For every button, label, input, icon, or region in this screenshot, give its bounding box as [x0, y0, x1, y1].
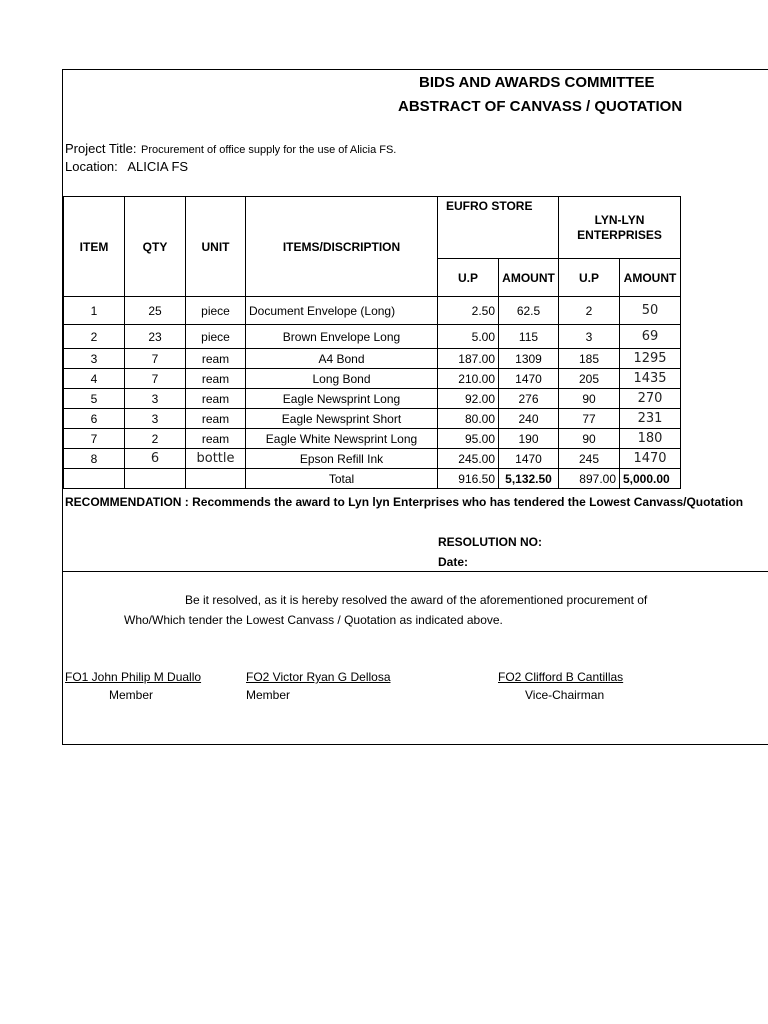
total-up1: 916.50: [438, 469, 499, 489]
location-row: [65, 159, 188, 174]
store1-header: EUFRO STORE: [438, 197, 559, 259]
project-title-value: Procurement of office supply for the use of Alicia FS.: [140, 144, 397, 156]
signatory-1-name: FO1 John Philip M Duallo: [65, 670, 202, 684]
cell-up1: 245.00: [438, 449, 499, 469]
cell-amount1: 1309: [499, 349, 559, 369]
cell-qty: 2: [125, 429, 186, 449]
cell-unit: bottle: [186, 449, 246, 469]
col-unit-header: UNIT: [186, 197, 246, 297]
cell-up1: 2.50: [438, 297, 499, 325]
store2-up-header: U.P: [559, 259, 620, 297]
table-row: [64, 297, 768, 325]
store1-up-header: U.P: [438, 259, 499, 297]
abstract-title: ABSTRACT OF CANVASS / QUOTATION: [398, 98, 683, 115]
cell-desc: A4 Bond: [246, 349, 438, 369]
cell-item: 2: [64, 325, 125, 349]
cell-item: 4: [64, 369, 125, 389]
total-spacer: [64, 469, 125, 489]
total-spacer: [186, 469, 246, 489]
cell-qty: 7: [125, 369, 186, 389]
cell-qty: 3: [125, 409, 186, 429]
cell-amount2: 1295: [620, 349, 681, 369]
cell-up2: 3: [559, 325, 620, 349]
store1-amount-header: AMOUNT: [499, 259, 559, 297]
cell-amount2: 270: [620, 389, 681, 409]
cell-up2: 2: [559, 297, 620, 325]
signatory-2-role: Member: [246, 688, 291, 702]
cell-up1: 210.00: [438, 369, 499, 389]
table-row: [64, 369, 768, 389]
table-row: [64, 409, 768, 429]
total-label: Total: [246, 469, 438, 489]
col-desc-header: ITEMS/DISCRIPTION: [246, 197, 438, 297]
cell-unit: ream: [186, 409, 246, 429]
store2-header: LYN-LYN ENTERPRISES: [559, 197, 681, 259]
cell-unit: ream: [186, 369, 246, 389]
cell-desc: Eagle Newsprint Short: [246, 409, 438, 429]
cell-desc: Eagle Newsprint Long: [246, 389, 438, 409]
location-label: Location:: [65, 159, 118, 174]
resolution-no-label: RESOLUTION NO:: [438, 535, 542, 549]
cell-unit: ream: [186, 349, 246, 369]
cell-amount1: 115: [499, 325, 559, 349]
cell-amount2: 180: [620, 429, 681, 449]
committee-title: BIDS AND AWARDS COMMITTEE: [419, 74, 655, 91]
cell-unit: piece: [186, 297, 246, 325]
cell-item: 8: [64, 449, 125, 469]
section-divider: [63, 571, 768, 572]
cell-up1: 5.00: [438, 325, 499, 349]
table-row: [64, 449, 768, 469]
cell-amount1: 1470: [499, 369, 559, 389]
cell-qty: 23: [125, 325, 186, 349]
resolution-date-label: Date:: [438, 555, 469, 569]
cell-unit: ream: [186, 389, 246, 409]
cell-up1: 187.00: [438, 349, 499, 369]
location-value: ALICIA FS: [127, 159, 189, 174]
signatory-2: [246, 670, 391, 702]
total-up2: 897.00: [559, 469, 620, 489]
resolution-text-line1: Be it resolved, as it is hereby resolved the award of the aforementioned procurement of: [185, 593, 648, 607]
resolution-text-line2: Who/Which tender the Lowest Canvass / Quotation as indicated above.: [124, 613, 503, 627]
total-amount1: 5,132.50: [499, 469, 559, 489]
signatory-1: [65, 670, 201, 702]
cell-desc: Epson Refill Ink: [246, 449, 438, 469]
cell-up1: 92.00: [438, 389, 499, 409]
cell-desc: Long Bond: [246, 369, 438, 389]
cell-up2: 90: [559, 429, 620, 449]
signatory-3: [498, 670, 623, 702]
cell-desc: Brown Envelope Long: [246, 325, 438, 349]
cell-qty: 6: [125, 449, 186, 469]
cell-item: 7: [64, 429, 125, 449]
cell-amount1: 1470: [499, 449, 559, 469]
cell-up2: 245: [559, 449, 620, 469]
cell-desc: Eagle White Newsprint Long: [246, 429, 438, 449]
cell-qty: 25: [125, 297, 186, 325]
table-row: [64, 349, 768, 369]
cell-item: 1: [64, 297, 125, 325]
total-amount2: 5,000.00: [620, 469, 681, 489]
cell-unit: piece: [186, 325, 246, 349]
signatory-2-name: FO2 Victor Ryan G Dellosa: [246, 670, 391, 684]
cell-up2: 90: [559, 389, 620, 409]
total-spacer: [125, 469, 186, 489]
cell-item: 6: [64, 409, 125, 429]
cell-up2: 185: [559, 349, 620, 369]
cell-unit: ream: [186, 429, 246, 449]
cell-up2: 77: [559, 409, 620, 429]
signatory-3-role: Vice-Chairman: [525, 688, 605, 702]
cell-desc: Document Envelope (Long): [246, 297, 438, 325]
cell-item: 3: [64, 349, 125, 369]
table-row: [64, 325, 768, 349]
document-frame: [62, 69, 768, 745]
cell-amount2: 50: [620, 297, 681, 325]
cell-qty: 3: [125, 389, 186, 409]
cell-up2: 205: [559, 369, 620, 389]
cell-amount1: 62.5: [499, 297, 559, 325]
recommendation-text: RECOMMENDATION : Recommends the award to Lyn lyn Enterprises who has tendered the Lowest Canvass/Quotation: [65, 495, 744, 509]
cell-amount1: 190: [499, 429, 559, 449]
signatory-3-name: FO2 Clifford B Cantillas: [498, 670, 624, 684]
project-title-row: [65, 140, 396, 158]
cell-up1: 80.00: [438, 409, 499, 429]
signatory-1-role: Member: [109, 688, 154, 702]
cell-amount2: 69: [620, 325, 681, 349]
cell-qty: 7: [125, 349, 186, 369]
cell-up1: 95.00: [438, 429, 499, 449]
cell-amount1: 240: [499, 409, 559, 429]
canvass-table: [63, 196, 768, 489]
cell-amount2: 1435: [620, 369, 681, 389]
table-row: [64, 429, 768, 449]
cell-amount2: 1470: [620, 449, 681, 469]
cell-amount2: 231: [620, 409, 681, 429]
store2-amount-header: AMOUNT: [620, 259, 681, 297]
project-title-label: Project Title:: [65, 141, 137, 156]
table-row: [64, 389, 768, 409]
col-item-header: ITEM: [64, 197, 125, 297]
cell-amount1: 276: [499, 389, 559, 409]
cell-item: 5: [64, 389, 125, 409]
col-qty-header: QTY: [125, 197, 186, 297]
